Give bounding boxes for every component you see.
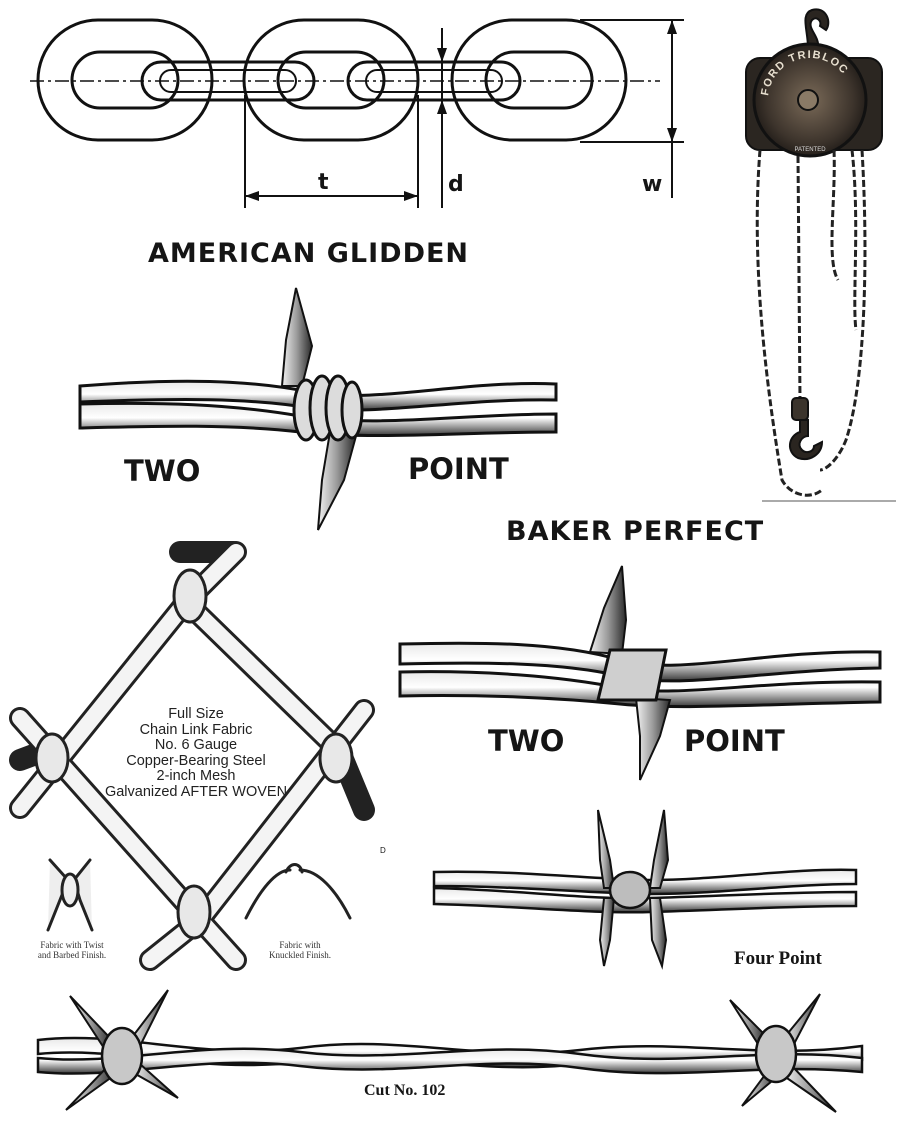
twist-caption-line: and Barbed Finish. [37, 950, 107, 960]
four-point-barb-2 [650, 810, 668, 888]
baker-clamp [598, 650, 666, 700]
dim-t-arrow-right [404, 191, 418, 201]
four-point-coil [610, 872, 650, 908]
twist-caption-line: Fabric with Twist [40, 940, 104, 950]
cut102-coil-left [102, 1028, 142, 1084]
american-glidden-title: AMERICAN GLIDDEN [148, 238, 470, 269]
american-glidden-left-label: TWO [124, 454, 201, 488]
caption-line: Chain Link Fabric [139, 721, 253, 738]
american-glidden-wire [80, 288, 556, 530]
american-glidden-right-label: POINT [408, 452, 509, 486]
chain-link-mid-outer [244, 20, 418, 140]
fabric-knuckle-left [36, 734, 68, 782]
hoist-chain-load [798, 156, 800, 400]
four-point-label: Four Point [734, 948, 822, 969]
glidden-barb-top [282, 288, 312, 386]
baker-perfect-title: BAKER PERFECT [506, 516, 765, 547]
fabric-knuckle-right [320, 734, 352, 782]
stray-mark: D [380, 846, 386, 855]
dim-t-arrow-left [245, 191, 259, 201]
twist-finish-caption [22, 940, 122, 960]
baker-perfect-wire [400, 566, 880, 780]
baker-perfect-left-label: TWO [488, 724, 565, 758]
hoist-patented-text: PATENTED [794, 147, 826, 153]
fabric-knuckle-finish [246, 865, 350, 919]
dim-d-arrow-top [437, 48, 447, 62]
glidden-coil-4 [342, 382, 362, 438]
caption-line: No. 6 Gauge [154, 737, 238, 753]
baker-barb-top [590, 566, 626, 654]
cut102-coil-right [756, 1026, 796, 1082]
hoist-chain-hand-3 [820, 150, 865, 470]
fabric-knuckle-top [174, 570, 206, 622]
caption-line: Galvanized AFTER WOVEN [104, 783, 288, 800]
chain-link-dimension-diagram [30, 20, 684, 208]
chain-link-left-outer [38, 20, 212, 140]
chain-link-right-outer [452, 20, 626, 140]
four-point-barb-3 [600, 898, 614, 966]
glidden-coil [294, 376, 362, 440]
knuckle-caption-line: Fabric with [279, 940, 321, 950]
baker-barb-bottom [636, 698, 670, 780]
dim-w-arrow-bottom [667, 128, 677, 142]
chain-link-fabric-caption [86, 707, 306, 800]
knuckle-caption-line: Knuckled Finish. [269, 950, 331, 960]
knuckle-finish-caption [250, 940, 350, 960]
glidden-barb-bottom [318, 432, 356, 530]
hoist-top-hook [805, 9, 828, 48]
hoist-bottom-hook [790, 420, 822, 459]
hoist-brand-text: FORD TRIBLOC [759, 48, 851, 97]
twist-coil [62, 874, 78, 906]
knuckle-wire-right [300, 870, 350, 918]
hoist-hook-block [792, 398, 808, 420]
baker-perfect-right-label: POINT [684, 724, 785, 758]
hoist-hub [798, 90, 818, 110]
fabric-knuckle-bottom [178, 886, 210, 938]
dim-w-arrow-top [667, 20, 677, 34]
hoist-chain-hand-1 [832, 150, 838, 280]
four-point-barb-1 [598, 810, 614, 888]
four-point-wire [434, 810, 856, 966]
caption-line: Copper-Bearing Steel [126, 752, 266, 769]
dim-label-w: w [642, 172, 663, 197]
hoist-chains [757, 150, 865, 495]
fabric-twist-finish [48, 860, 92, 930]
chain-hoist-illustration [746, 9, 896, 501]
knuckle-wire-left [246, 870, 290, 918]
dim-label-d: d [448, 172, 464, 197]
dim-label-t: t [318, 170, 329, 195]
caption-line: Full Size [168, 706, 224, 722]
caption-line: 2-inch Mesh [156, 768, 236, 784]
hoist-chain-hand-2 [852, 150, 856, 330]
cut-102-wire [38, 990, 862, 1112]
dim-d-arrow-bottom [437, 100, 447, 114]
cut-102-label: Cut No. 102 [364, 1082, 446, 1099]
